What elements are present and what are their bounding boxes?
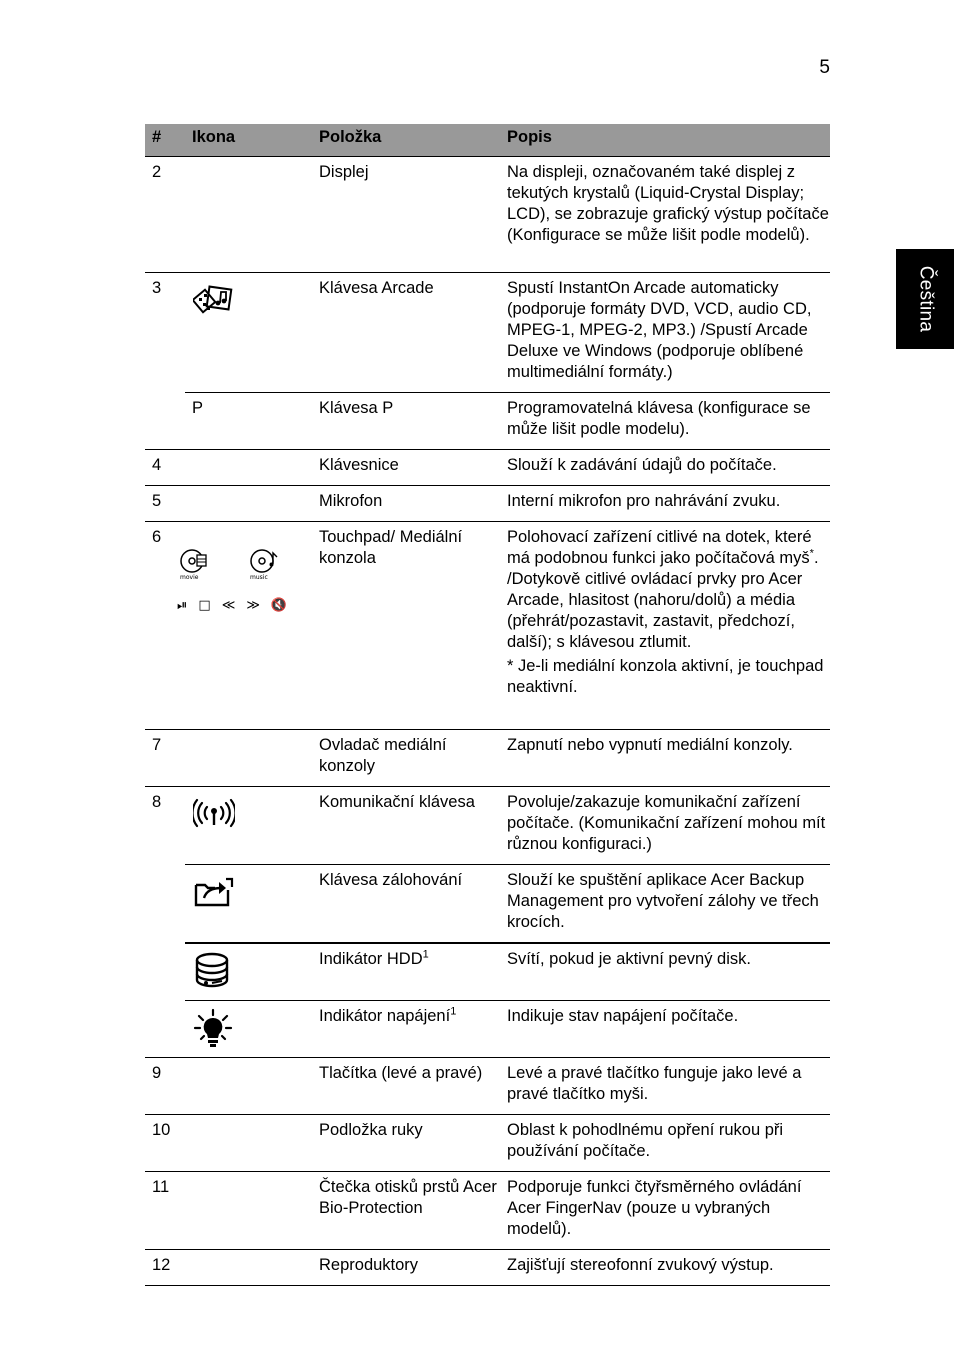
- row-description: Indikuje stav napájení počítače.: [500, 1001, 830, 1058]
- row-description: Zajišťují stereofonní zvukový výstup.: [500, 1250, 830, 1286]
- row-number: 7: [145, 730, 185, 787]
- table-row: [145, 865, 830, 944]
- power-indicator-icon: [193, 1008, 233, 1048]
- row-item: Mikrofon: [312, 486, 500, 522]
- row-description: Zapnutí nebo vypnutí mediální konzoly.: [500, 730, 830, 787]
- table-row: [145, 273, 830, 393]
- row-description: Povoluje/zakazuje komunikační zařízení počítače. (Komunikační zařízení mohou mít různou konfiguraci.): [500, 787, 830, 865]
- row-icon: [185, 865, 312, 944]
- hdd-icon: [193, 951, 233, 991]
- table-row: [145, 1058, 830, 1115]
- table-row: [145, 393, 830, 450]
- movie-label: movie: [180, 574, 199, 581]
- row-number: 6: [145, 522, 185, 730]
- stop-icon: □: [198, 598, 211, 613]
- language-tab-label: Čeština: [915, 265, 936, 333]
- row-number: 3: [152, 279, 162, 297]
- table-row: [145, 450, 830, 486]
- row-icon: [185, 943, 312, 1001]
- row-number-empty: [145, 1001, 185, 1058]
- row-description: Interní mikrofon pro nahrávání zvuku.: [500, 486, 830, 522]
- row-description: Oblast k pohodlnému opření rukou při používání počítače.: [500, 1115, 830, 1172]
- row-description: Na displeji, označovaném také displej z tekutých krystalů (Liquid-Crystal Display; LCD), se zobrazuje grafický výstup počítače (Konfigurace se může lišit podle modelů).: [500, 157, 830, 273]
- row-description: Podporuje funkci čtyřsměrného ovládání Acer FingerNav (pouze u vybraných modelů).: [500, 1172, 830, 1250]
- row-icon-empty: [185, 486, 312, 522]
- row-icon-empty: [185, 730, 312, 787]
- header-item: Položka: [312, 124, 500, 157]
- row-item: Tlačítka (levé a pravé): [312, 1058, 500, 1115]
- row-item: Klávesa zálohování: [312, 865, 500, 944]
- arcade-icon: [193, 284, 235, 318]
- music-label: music: [250, 574, 268, 581]
- table-row: [145, 1115, 830, 1172]
- power-label: Indikátor napájení: [319, 1007, 451, 1025]
- row-item: Touchpad/ Mediální konzola: [312, 522, 500, 730]
- table-row: [145, 157, 830, 273]
- table-row: [145, 1172, 830, 1250]
- header-description: Popis: [500, 124, 830, 157]
- row-icon: [185, 1001, 312, 1058]
- row-icon-empty: [185, 1172, 312, 1250]
- row-icon-empty: [185, 157, 312, 273]
- music-mode-icon: [245, 547, 285, 581]
- row-item: Podložka ruky: [312, 1115, 500, 1172]
- table-header-row: [145, 124, 830, 157]
- movie-mode-icon: [177, 547, 217, 581]
- row-icon: [185, 787, 312, 865]
- components-table: [145, 124, 830, 1286]
- footnote-mark: 1: [422, 948, 429, 961]
- table-row: [145, 486, 830, 522]
- footnote-mark: *: [809, 547, 814, 560]
- row-number: 4: [145, 450, 185, 486]
- row-number-empty: [145, 865, 185, 944]
- row-icon: [177, 522, 312, 730]
- header-icon: Ikona: [185, 124, 312, 157]
- row-item: Klávesa P: [312, 393, 500, 450]
- row-icon: [185, 273, 312, 393]
- media-control-icons: [177, 595, 312, 616]
- mute-icon: 🔇: [270, 598, 288, 613]
- next-icon: ≫: [246, 598, 260, 613]
- footnote-mark: 1: [450, 1005, 457, 1018]
- row-description: Slouží k zadávání údajů do počítače.: [500, 450, 830, 486]
- page-number: 5: [819, 57, 830, 78]
- row-item: Klávesnice: [312, 450, 500, 486]
- row-item: Reproduktory: [312, 1250, 500, 1286]
- header-number: #: [145, 124, 185, 157]
- language-tab: [896, 249, 954, 349]
- media-mode-icons: [177, 547, 312, 581]
- table-row: [145, 943, 830, 1001]
- table-row: [145, 787, 830, 865]
- row-number: 10: [145, 1115, 185, 1172]
- row-icon-text: P: [185, 393, 312, 450]
- touchpad-note: * Je-li mediální konzola aktivní, je touchpad neaktivní.: [507, 657, 824, 696]
- row-item: [312, 1001, 500, 1058]
- row-number: 5: [145, 486, 185, 522]
- backup-icon: [193, 876, 235, 908]
- row-number-empty: [145, 393, 185, 450]
- previous-icon: ≪: [221, 598, 236, 613]
- row-description: Levé a pravé tlačítko funguje jako levé a pravé tlačítko myši.: [500, 1058, 830, 1115]
- wireless-communication-icon: [193, 798, 235, 828]
- row-number: 9: [145, 1058, 185, 1115]
- table-row: [145, 522, 830, 730]
- table-row: [145, 1001, 830, 1058]
- hdd-label: Indikátor HDD: [319, 950, 423, 968]
- row-description: Svítí, pokud je aktivní pevný disk.: [500, 943, 830, 1001]
- row-icon-empty: [185, 1250, 312, 1286]
- row-description: Programovatelná klávesa (konfigurace se může lišit podle modelu).: [500, 393, 830, 450]
- row-number: 11: [145, 1172, 185, 1250]
- row-number: 12: [145, 1250, 185, 1286]
- row-number: 8: [152, 793, 162, 811]
- row-icon-empty: [185, 1058, 312, 1115]
- row-number: 2: [145, 157, 185, 273]
- row-icon-empty: [185, 1115, 312, 1172]
- play-pause-icon: ⏯: [177, 598, 188, 613]
- row-number-empty: [145, 943, 185, 1001]
- row-item: [312, 943, 500, 1001]
- row-item: Komunikační klávesa: [312, 787, 500, 865]
- row-description: Slouží ke spuštění aplikace Acer Backup Management pro vytvoření zálohy ve třech krocích.: [500, 865, 830, 944]
- touchpad-description: Polohovací zařízení citlivé na dotek, které má podobnou funkci jako počítačová myš: [507, 528, 812, 567]
- row-item: Klávesa Arcade: [312, 273, 500, 393]
- table-row: [145, 1250, 830, 1286]
- touchpad-description-continued: . /Dotykově citlivé ovládací prvky pro Acer Arcade, hlasitost (nahoru/dolů) a média (přehrát/pozastavit, zastavit, předchozí, další); s klávesou ztlumit.: [507, 549, 819, 651]
- row-item: Displej: [312, 157, 500, 273]
- row-description: [500, 522, 830, 730]
- table-row: [145, 730, 830, 787]
- row-item: Čtečka otisků prstů Acer Bio-Protection: [312, 1172, 500, 1250]
- row-description: Spustí InstantOn Arcade automaticky (podporuje formáty DVD, VCD, audio CD, MPEG-1, MPEG-2, MP3.) /Spustí Arcade Deluxe ve Windows (podporuje oblíbené multimediální formáty.): [500, 273, 830, 393]
- row-item: Ovladač mediální konzoly: [312, 730, 500, 787]
- row-icon-empty: [185, 450, 312, 486]
